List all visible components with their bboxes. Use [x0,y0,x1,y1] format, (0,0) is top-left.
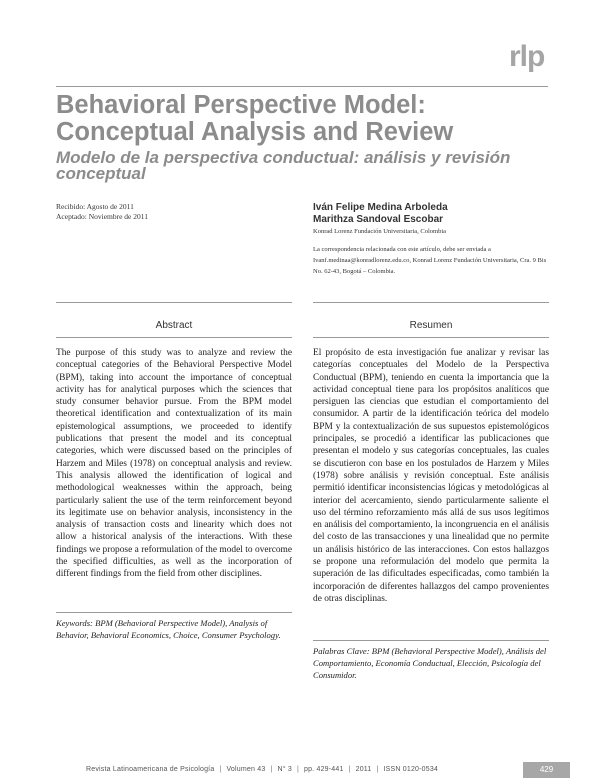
header-rule [56,86,548,87]
page-footer: Revista Latinoamericana de Psicología | Volumen 43 | N° 3 | pp. 429-441 | 2011 | ISSN 0120-0534 [86,766,439,773]
journal-logo: rlp [509,40,545,73]
resumen-keywords: Palabras Clave: BPM (Behavioral Perspective Model), Análisis del Comportamiento, Economía Conductual, Elección, Psicología del Consumidor. [313,646,547,680]
abstract-text: The purpose of this study was to analyze and review the conceptual categories of the Behavioral Perspective Model (BPM), taking into account the importance of conceptual activity has for analytical purposes which the sciences that study consumer behavior pursue. From the BPM model theoretical identification and contextualization of its main epistemological assumptions, we proceeded to identify publications that present the model and its conceptual categories, which were discussed based on the principles of Harzem and Miles (1978) on conceptual analysis and review. This analysis allowed the identification of logical and methodological weaknesses within the approach, being particularly salient the use of the term reinforcement beyond its legitimate use on behavior analysis, inconsistency in the analysis of transaction costs and linearity which does not allow a historical analysis of the interactions. With these findings we propose a reformulation of the model to overcome the specified difficulties, as well as the incorporation of different findings from the field from other disciplines. [56,348,292,580]
footer-journal: Revista Latinoamericana de Psicología [86,766,215,773]
footer-year: 2011 [355,766,372,773]
resumen-text: El propósito de esta investigación fue analizar y revisar las categorías conceptuales del Modelo de la Perspectiva Conductual (BPM), teniendo en cuenta la importancia que la actividad conceptual tiene para los propósitos analíticos que persiguen las ciencias que estudian el comportamiento del consumidor. A partir de la identificación teórica del modelo BPM y la contextualización de sus supuestos epistemológicos principales, se procedió a identificar las publicaciones que presentan el modelo y sus categorías conceptuales, las cuales se discutieron con base en los postulados de Harzem y Miles (1978) sobre análisis y revisión conceptual. Este análisis permitió identificar inconsistencias lógicas y metodológicas al interior del acercamiento, siendo particularmente saliente el uso del término reforzamiento más allá de sus usos legítimos en análisis del comportamiento, la incongruencia en el análisis del costo de las transacciones y una linealidad que no permite un análisis histórico de las interacciones. Con estos hallazgos se propone una reformulación del modelo que permita la superación de las dificultades especificadas, como también la incorporación de diferentes hallazgos del campo provenientes de otras disciplinas. [313,348,549,604]
article-title-en: Behavioral Perspective Model: Conceptual Analysis and Review [56,91,454,146]
author-1: Iván Felipe Medina Arboleda [313,202,448,213]
dates-block [56,202,148,222]
abstract-keywords-rule [56,612,292,613]
page-number-badge: 429 [523,762,570,778]
resumen-head-rule [313,337,549,338]
abstract-top-rule [56,302,292,303]
correspondence-note: La correspondencia relacionada con este artículo, debe ser enviada a Ivanf.medinaa@konradlorenz.edu.co, Konrad Lorenz Fundación Universitaria, Cra. 9 Bis No. 62-43, Bogotá – Colombia. [313,246,547,275]
article-title-es: Modelo de la perspectiva conductual: análisis y revisión conceptual [56,148,511,183]
resumen-top-rule [313,302,549,303]
footer-pages: pp. 429-441 [304,766,344,773]
author-affiliation: Konrad Lorenz Fundación Universitaria, Colombia [313,228,447,235]
footer-issn: ISSN 0120-0534 [383,766,439,773]
accepted-date: Aceptado: Noviembre de 2011 [56,212,148,221]
resumen-keywords-rule [313,640,549,641]
resumen-heading: Resumen [409,320,453,331]
author-2: Marithza Sandoval Escobar [313,214,444,225]
abstract-keywords: Keywords: BPM (Behavioral Perspective Model), Analysis of Behavior, Behavioral Economics, Choice, Consumer Psychology. [56,618,281,640]
abstract-heading: Abstract [155,320,193,331]
abstract-head-rule [56,337,292,338]
footer-number: N° 3 [277,766,292,773]
received-date: Recibido: Agosto de 2011 [56,202,134,211]
footer-volume: Volumen 43 [226,766,266,773]
